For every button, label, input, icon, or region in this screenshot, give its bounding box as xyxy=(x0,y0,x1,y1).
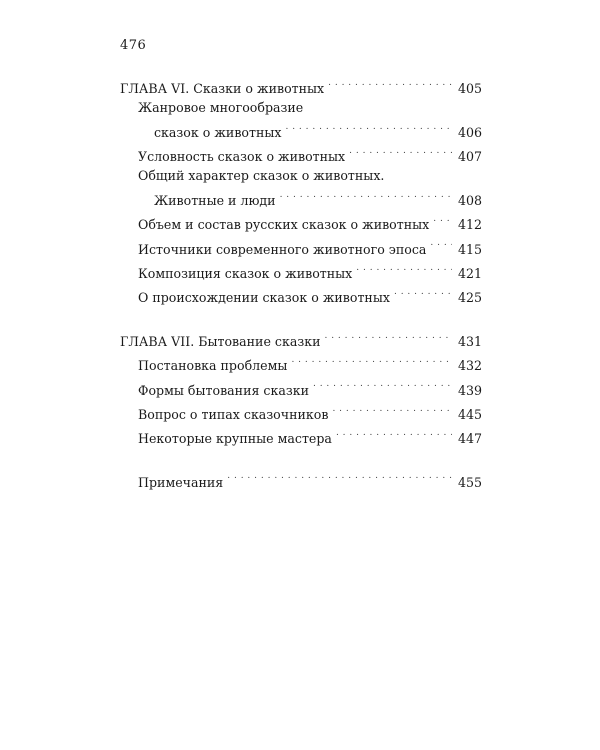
page-number: 476 xyxy=(120,38,147,53)
toc-entry-title: Вопрос о типах сказочников xyxy=(138,406,329,422)
toc-chapter-title: ГЛАВА VI. Сказки о животных xyxy=(120,81,325,97)
toc-page-number: 425 xyxy=(457,290,482,306)
toc-entry xyxy=(120,259,482,283)
toc-page-number: 421 xyxy=(457,265,482,281)
toc-entry-line: Жанровое многообразие xyxy=(138,100,304,116)
toc-page-number: 412 xyxy=(457,217,482,233)
toc-page-number: 408 xyxy=(457,192,482,208)
toc-entry-title: Композиция сказок о животных xyxy=(138,265,353,281)
leader-dots xyxy=(285,118,451,137)
toc-entry-title: Примечания xyxy=(138,474,224,490)
toc-page-number: 431 xyxy=(457,333,482,349)
toc-page-number: 407 xyxy=(457,149,482,165)
toc-chapter-heading xyxy=(120,74,482,98)
toc-entry xyxy=(120,186,482,210)
leader-dots xyxy=(291,351,452,370)
leader-dots xyxy=(336,424,452,443)
toc-entry xyxy=(120,400,482,424)
leader-dots xyxy=(328,74,452,93)
leader-dots xyxy=(227,467,452,486)
toc-entry-title: Некоторые крупные мастера xyxy=(138,431,332,447)
toc-entry-title: сказок о животных xyxy=(154,124,282,140)
toc-entry xyxy=(120,234,482,258)
leader-dots xyxy=(280,186,452,205)
toc-section-chapter-7 xyxy=(120,327,482,449)
toc-entry-title: Животные и люди xyxy=(154,192,276,208)
leader-dots xyxy=(394,283,452,302)
toc-entry-title: О происхождении сказок о животных xyxy=(138,290,390,306)
toc-entry-title: Объем и состав русских сказок о животных xyxy=(138,217,430,233)
toc-page-number: 445 xyxy=(457,406,482,422)
toc-page-number: 432 xyxy=(457,358,482,374)
leader-dots xyxy=(324,327,451,346)
leader-dots xyxy=(349,142,452,161)
toc-page-number: 447 xyxy=(457,431,482,447)
toc-entry-line: Общий характер сказок о животных. xyxy=(138,168,385,184)
toc-entry xyxy=(120,142,482,166)
table-of-contents xyxy=(120,74,482,511)
toc-chapter-title: ГЛАВА VII. Бытование сказки xyxy=(120,333,321,349)
toc-page-number: 415 xyxy=(457,241,482,257)
toc-entry xyxy=(120,210,482,234)
toc-entry xyxy=(120,424,482,448)
leader-dots xyxy=(313,375,452,394)
toc-entry xyxy=(120,118,482,142)
leader-dots xyxy=(332,400,452,419)
toc-section-notes xyxy=(120,467,482,491)
toc-page-number: 405 xyxy=(457,81,482,97)
toc-entry-notes xyxy=(120,467,482,491)
toc-entry-title: Условность сказок о животных xyxy=(138,149,346,165)
toc-entry-title: Формы бытования сказки xyxy=(138,382,309,398)
toc-page-number: 439 xyxy=(457,382,482,398)
toc-page-number: 455 xyxy=(457,474,482,490)
toc-entry xyxy=(120,351,482,375)
toc-entry-title: Постановка проблемы xyxy=(138,358,288,374)
toc-page-number: 406 xyxy=(457,124,482,140)
toc-entry xyxy=(120,283,482,307)
toc-entry-title: Источники современного животного эпоса xyxy=(138,241,427,257)
leader-dots xyxy=(430,234,452,253)
leader-dots xyxy=(433,210,452,229)
toc-section-chapter-6 xyxy=(120,74,482,308)
toc-chapter-heading xyxy=(120,327,482,351)
leader-dots xyxy=(356,259,452,278)
toc-entry xyxy=(120,375,482,399)
